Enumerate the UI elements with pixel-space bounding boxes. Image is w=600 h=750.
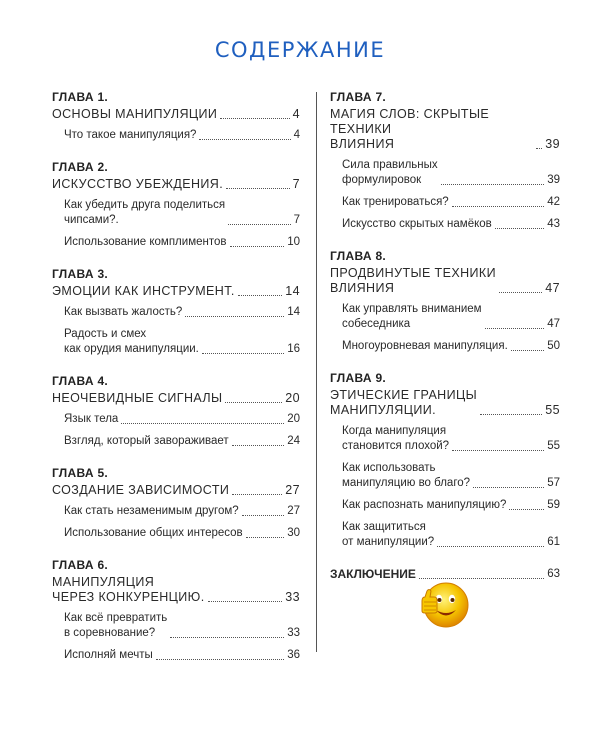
chapter-title[interactable] [52,177,300,192]
toc-chapter [52,90,300,143]
chapter-number: ГЛАВА 1. [52,90,109,104]
chapter-title-page: 27 [285,483,300,497]
toc-subentry-page: 4 [293,129,300,141]
chapter-title-text: СОЗДАНИЕ ЗАВИСИМОСТИ [52,483,230,497]
toc-chapter [330,371,560,550]
chapter-title-text: МАГИЯ СЛОВ: СКРЫТЫЕ ТЕХНИКИ ВЛИЯНИЯ [330,107,490,151]
dot-leader [480,414,542,415]
toc-subentry[interactable] [64,305,300,320]
dot-leader [230,246,285,247]
toc-subentry[interactable] [342,217,560,232]
dot-leader [495,228,544,229]
toc-subentry-page: 43 [547,218,560,230]
chapter-title[interactable] [330,107,560,152]
dot-leader [202,353,284,354]
chapter-title-text: НЕОЧЕВИДНЫЕ СИГНАЛЫ [52,391,223,405]
dot-leader [225,402,282,403]
dot-leader [170,637,284,638]
toc-subentry-text: Сила правильных формулировок [342,159,438,186]
dot-leader [232,445,285,446]
toc-subentry-page: 20 [287,413,300,425]
dot-leader [473,487,544,488]
dot-leader [499,292,542,293]
toc-subentry[interactable] [342,302,560,332]
toc-subentry-text: Многоуровневая манипуляция. [342,340,508,352]
chapter-title-text: ЭТИЧЕСКИЕ ГРАНИЦЫ МАНИПУЛЯЦИИ. [330,388,478,417]
toc-subentry[interactable] [64,412,300,427]
toc-subentry-page: 55 [547,440,560,452]
toc-subentry-page: 27 [287,505,300,517]
chapter-number: ГЛАВА 5. [52,466,109,480]
toc-chapter [52,374,300,449]
chapter-title-page: 7 [292,177,300,191]
chapter-number: ГЛАВА 7. [330,90,387,104]
toc-left-column [52,90,300,680]
dot-leader [452,450,544,451]
chapter-title[interactable] [52,107,300,122]
dot-leader [509,509,544,510]
toc-subentry-text: Исполняй мечты [64,649,153,661]
chapter-number: ГЛАВА 2. [52,160,109,174]
chapter-title[interactable] [52,284,300,299]
chapter-number: ГЛАВА 6. [52,558,109,572]
toc-chapter [52,558,300,663]
conclusion-title: ЗАКЛЮЧЕНИЕ [330,567,416,581]
chapter-number: ГЛАВА 9. [330,371,387,385]
chapter-number: ГЛАВА 8. [330,249,387,263]
chapter-title[interactable] [52,391,300,406]
chapter-title-page: 47 [545,281,560,295]
toc-subentry-page: 39 [547,174,560,186]
toc-subentry-page: 57 [547,477,560,489]
chapter-title[interactable] [52,483,300,498]
toc-subentry-text: Взгляд, который завораживает [64,435,229,447]
toc-right-column [330,90,560,582]
dot-leader [232,494,282,495]
toc-subentry-text: Как стать незаменимым другом? [64,505,239,517]
toc-subentry-text: Как всё превратить в соревнование? [64,612,168,639]
toc-subentry[interactable] [64,434,300,449]
chapter-number: ГЛАВА 4. [52,374,109,388]
dot-leader [452,206,545,207]
toc-subentry-page: 36 [287,649,300,661]
chapter-title-text: МАНИПУЛЯЦИЯ ЧЕРЕЗ КОНКУРЕНЦИЮ. [52,575,205,604]
toc-subentry-text: Как защититься от манипуляции? [342,521,435,548]
toc-subentry[interactable] [342,424,560,454]
toc-subentry[interactable] [342,461,560,491]
toc-subentry[interactable] [64,526,300,541]
toc-chapter [330,249,560,354]
toc-subentry[interactable] [342,498,560,513]
chapter-title-page: 33 [285,590,300,604]
chapter-title-text: ИСКУССТВО УБЕЖДЕНИЯ. [52,177,224,191]
toc-subentry-text: Искусство скрытых намёков [342,218,492,230]
conclusion-page: 63 [547,568,560,580]
chapter-title-text: ПРОДВИНУТЫЕ ТЕХНИКИ ВЛИЯНИЯ [330,266,496,295]
toc-subentry-text: Как использовать манипуляцию во благо? [342,462,471,489]
dot-leader [199,139,290,140]
toc-subentry[interactable] [342,339,560,354]
toc-subentry-page: 33 [287,627,300,639]
toc-subentry[interactable] [342,520,560,550]
page-title: СОДЕРЖАНИЕ [214,38,386,62]
dot-leader [226,188,290,189]
dot-leader [156,659,284,660]
toc-subentry-text: Что такое манипуляция? [64,129,197,141]
chapter-title-text: ОСНОВЫ МАНИПУЛЯЦИИ [52,107,218,121]
chapter-title-page: 39 [545,137,560,151]
toc-subentry-page: 24 [287,435,300,447]
toc-subentry-text: Как убедить друга поделиться чипсами?. [64,199,226,226]
toc-subentry[interactable] [64,611,300,641]
dot-leader [242,515,285,516]
dot-leader [228,224,290,225]
chapter-title[interactable] [330,266,560,296]
toc-subentry[interactable] [64,504,300,519]
chapter-title-page: 4 [292,107,300,121]
toc-subentry-text: Как вызвать жалость? [64,306,183,318]
toc-subentry-text: Как управлять вниманием собеседника [342,303,482,330]
toc-subentry-page: 10 [287,236,300,248]
toc-subentry-text: Как распознать манипуляцию? [342,499,507,511]
toc-subentry-page: 30 [287,527,300,539]
toc-subentry[interactable] [64,648,300,663]
column-divider [316,92,317,652]
toc-subentry-text: Использование общих интересов [64,527,243,539]
toc-subentry[interactable] [64,327,300,357]
toc-subentry-text: Язык тела [64,413,119,425]
toc-chapter [52,267,300,357]
toc-subentry[interactable] [64,198,300,228]
toc-subentry[interactable] [342,195,560,210]
dot-leader [441,184,545,185]
toc-chapter [330,90,560,232]
chapter-title-page: 14 [285,284,300,298]
chapter-number: ГЛАВА 3. [52,267,109,281]
chapter-title-page: 20 [285,391,300,405]
thumbs-up-smiley-icon [412,575,472,635]
dot-leader [220,118,289,119]
toc-subentry-page: 7 [293,214,300,226]
toc-chapter [52,160,300,250]
toc-subentry-page: 42 [547,196,560,208]
toc-subentry-page: 61 [547,536,560,548]
dot-leader [238,295,283,296]
toc-subentry-page: 16 [287,343,300,355]
toc-subentry-text: Как тренироваться? [342,196,449,208]
dot-leader [246,537,285,538]
toc-subentry[interactable] [64,128,300,143]
dot-leader [185,316,284,317]
toc-subentry[interactable] [342,158,560,188]
dot-leader [121,423,284,424]
toc-subentry-text: Использование комплиментов [64,236,227,248]
dot-leader [511,350,544,351]
toc-subentry-page: 14 [287,306,300,318]
chapter-title[interactable] [52,575,300,605]
toc-subentry-page: 47 [547,318,560,330]
toc-subentry-page: 50 [547,340,560,352]
dot-leader [536,148,542,149]
toc-subentry-text: Когда манипуляция становится плохой? [342,425,450,452]
toc-subentry[interactable] [64,235,300,250]
toc-chapter [52,466,300,541]
dot-leader [208,601,283,602]
chapter-title-text: ЭМОЦИИ КАК ИНСТРУМЕНТ. [52,284,235,298]
chapter-title[interactable] [330,388,560,418]
toc-subentry-text: Радость и смех как орудия манипуляции. [64,328,199,355]
dot-leader [437,546,544,547]
dot-leader [485,328,545,329]
chapter-title-page: 55 [545,403,560,417]
toc-subentry-page: 59 [547,499,560,511]
